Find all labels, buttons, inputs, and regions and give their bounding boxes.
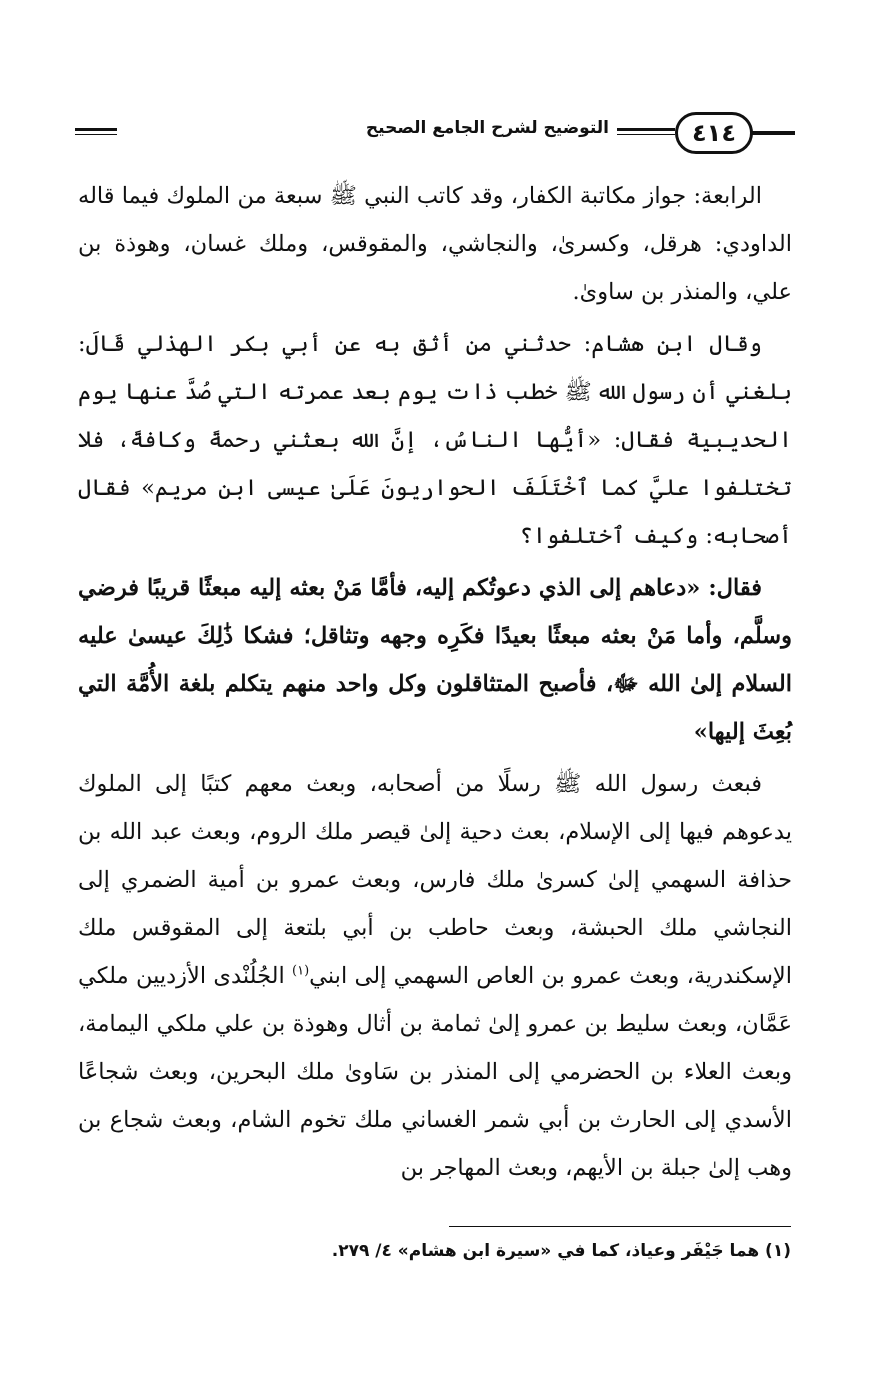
footnote: (١) هما جَيْفَر وعياذ، كما في «سيرة ابن هشام» ٤/ ٢٧٩.	[331, 1241, 791, 1261]
running-header	[75, 112, 795, 160]
main-text	[78, 172, 792, 1192]
paragraph	[78, 760, 792, 1192]
paragraph: وقال ابن هشام: حدثني من أثق به عن أبي بكر الهذلي قَالَ: بلغني أن رسول الله ﷺ خطب ذات يوم بعد عمرته التي صُدَّ عنها يوم الحديبية فقال: «أيُّها الناسُ، إنَّ الله بعثني رحمةً وكافةً، فلا تختلفوا عليَّ كما ٱخْتَلَفَ الحواريونَ عَلَىٰ عيسى ابن مريم» فقال أصحابه: وكيف ٱختلفوا؟	[78, 331, 792, 549]
running-title: التوضيح لشرح الجامع الصحيح	[358, 118, 617, 138]
footnote-separator	[449, 1226, 791, 1227]
footnote-reference[interactable]: (١)	[292, 963, 310, 979]
page-number: ٤١٤	[675, 112, 753, 154]
paragraph-text: الجُلُنْدى الأزديين ملكي عَمَّان، وبعث سليط بن عمرو إلىٰ ثمامة بن أثال وهوذة بن علي ملكي اليمامة، وبعث العلاء بن الحضرمي إلى المنذر بن سَاوىٰ ملك البحرين، وبعث شجاعًا الأسدي إلى الحارث بن أبي شمر الغساني ملك تخوم الشام، وبعث شجاع بن وهب إلىٰ جبلة بن الأيهم، وبعث المهاجر بن	[78, 963, 792, 1181]
paragraph: فقال: «دعاهم إلى الذي دعوتُكم إليه، فأمَّا مَنْ بعثه إليه مبعثًا قريبًا فرضي وسلَّم، وأما مَنْ بعثه مبعثًا بعيدًا فكَرِه وجهه وتثاقل؛ فشكا ذَٰلِكَ عيسىٰ عليه السلام إلىٰ الله ﷻ، فأصبح المتثاقلون وكل واحد منهم يتكلم بلغة الأُمَّة التي بُعِثَ إليها»	[78, 575, 792, 745]
paragraph-text: فبعث رسول الله ﷺ رسلًا من أصحابه، وبعث معهم كتبًا إلى الملوك يدعوهم فيها إلى الإسلام، بعث دحية إلىٰ قيصر ملك الروم، وبعث عبد الله بن حذافة السهمي إلىٰ كسرىٰ ملك فارس، وبعث عمرو بن أمية الضمري إلى النجاشي ملك الحبشة، وبعث حاطب بن أبي بلتعة إلى المقوقس ملك الإسكندرية، وبعث عمرو بن العاص السهمي إلى ابني	[78, 771, 793, 989]
paragraph: الرابعة: جواز مكاتبة الكفار، وقد كاتب النبي ﷺ سبعة من الملوك فيما قاله الداودي: هرقل، وكسرىٰ، والنجاشي، والمقوقس، وملك غسان، وهوذة بن علي، والمنذر بن ساوىٰ.	[78, 183, 792, 305]
header-rule	[75, 134, 117, 135]
header-rule	[75, 128, 117, 131]
page-number-ornament	[751, 131, 795, 135]
